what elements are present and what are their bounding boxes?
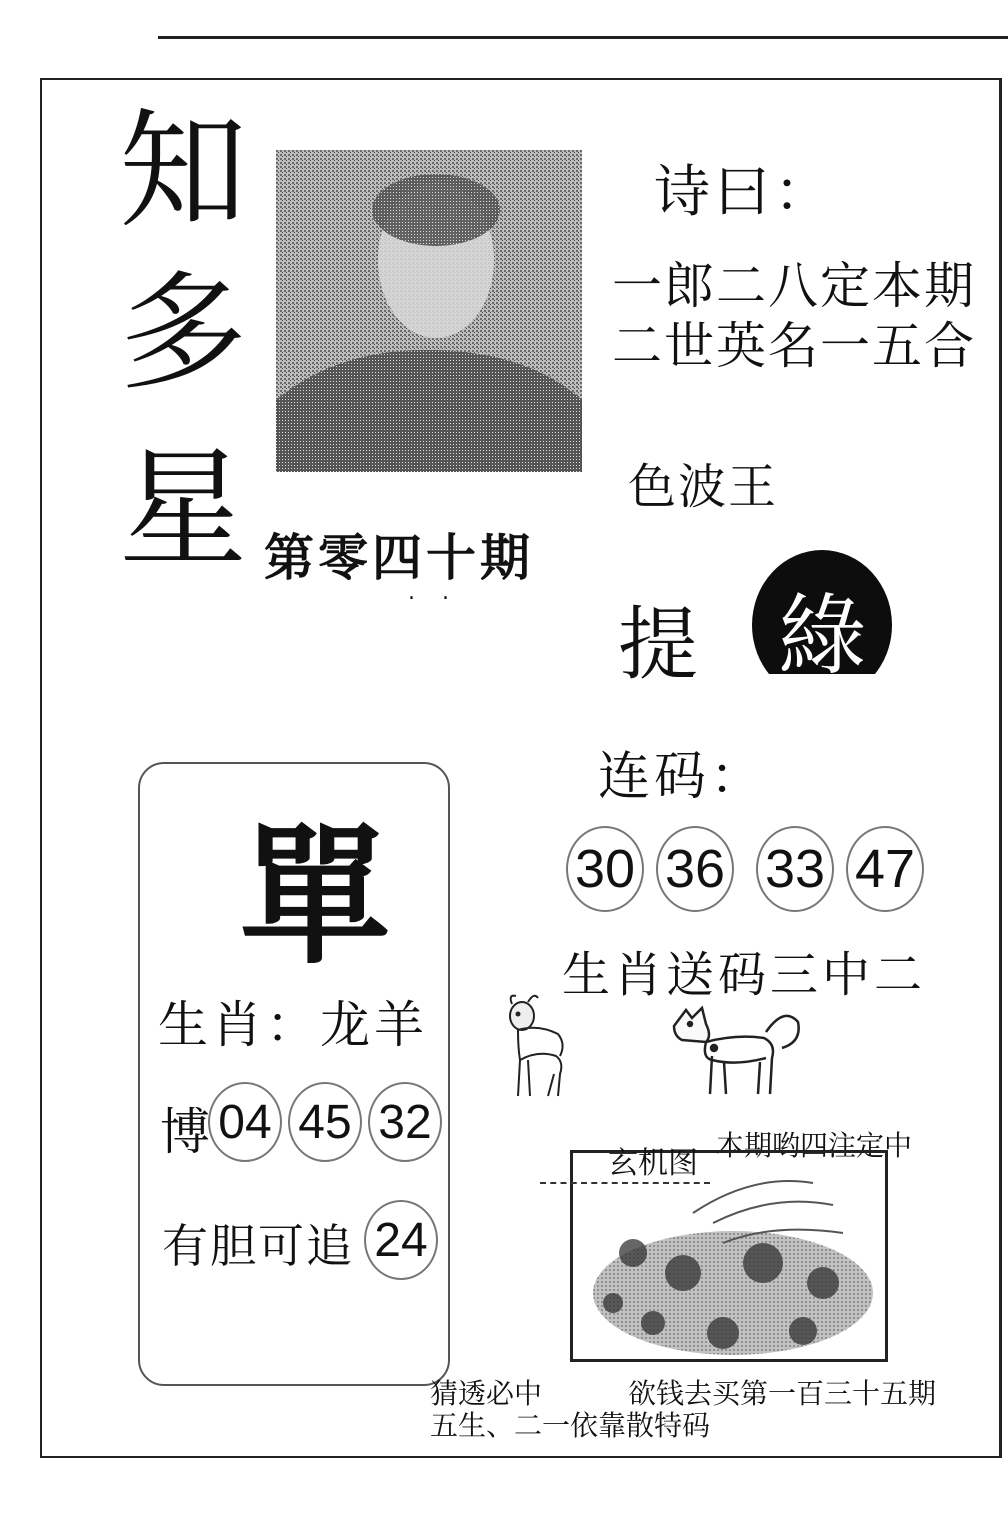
color-wave-label: 色波王 — [628, 459, 779, 515]
poem-line-1: 一郎二八定本期 — [612, 257, 976, 315]
lianma-ball-3: 33 — [756, 826, 834, 912]
lianma-ball-1: 30 — [566, 826, 644, 912]
bo-ball-2: 45 — [288, 1082, 362, 1162]
poem-line-2: 二世英名一五合 — [612, 317, 976, 375]
xuanji-caption: 本期哟四注定中 — [716, 1129, 913, 1162]
zodiac-send-label: 生肖送码三中二 — [562, 947, 927, 1003]
dan-zodiac-label: 生肖：龙羊 — [158, 996, 428, 1054]
bo-ball-1: 04 — [208, 1082, 282, 1162]
bo-label: 博 — [160, 1103, 210, 1161]
color-hint-label: 提 — [618, 598, 698, 691]
lianma-ball-2: 36 — [656, 826, 734, 912]
dog-icon — [666, 996, 806, 1104]
poem-heading: 诗曰： — [654, 160, 834, 225]
title-char-3: 星 — [118, 435, 247, 584]
portrait-icon — [276, 150, 582, 472]
bo-ball-3: 32 — [368, 1082, 442, 1162]
xuanji-pointer — [540, 1182, 710, 1184]
footer-bottom: 五生、二一依靠散特码 — [430, 1409, 711, 1442]
chase-ball: 24 — [364, 1200, 438, 1280]
dan-title: 單 — [240, 809, 391, 985]
lianma-ball-4: 47 — [846, 826, 924, 912]
footer-left-top: 猜透必中 — [430, 1377, 543, 1410]
lianma-label: 连码： — [598, 747, 767, 807]
title-char-2: 多 — [118, 259, 247, 408]
color-badge-char: 綠 — [777, 584, 866, 674]
goat-icon — [498, 990, 578, 1110]
issue-dots: . . — [408, 580, 459, 605]
top-rule — [158, 36, 1008, 39]
issue-label: 第零四十期 — [264, 528, 534, 587]
footer-right-top: 欲钱去买第一百三十五期 — [628, 1377, 937, 1410]
color-badge — [752, 550, 892, 674]
portrait-photo — [276, 150, 582, 472]
chase-label: 有胆可追 — [162, 1219, 354, 1273]
xuanji-label: 玄机图 — [608, 1146, 698, 1181]
title-char-1: 知 — [118, 97, 247, 246]
